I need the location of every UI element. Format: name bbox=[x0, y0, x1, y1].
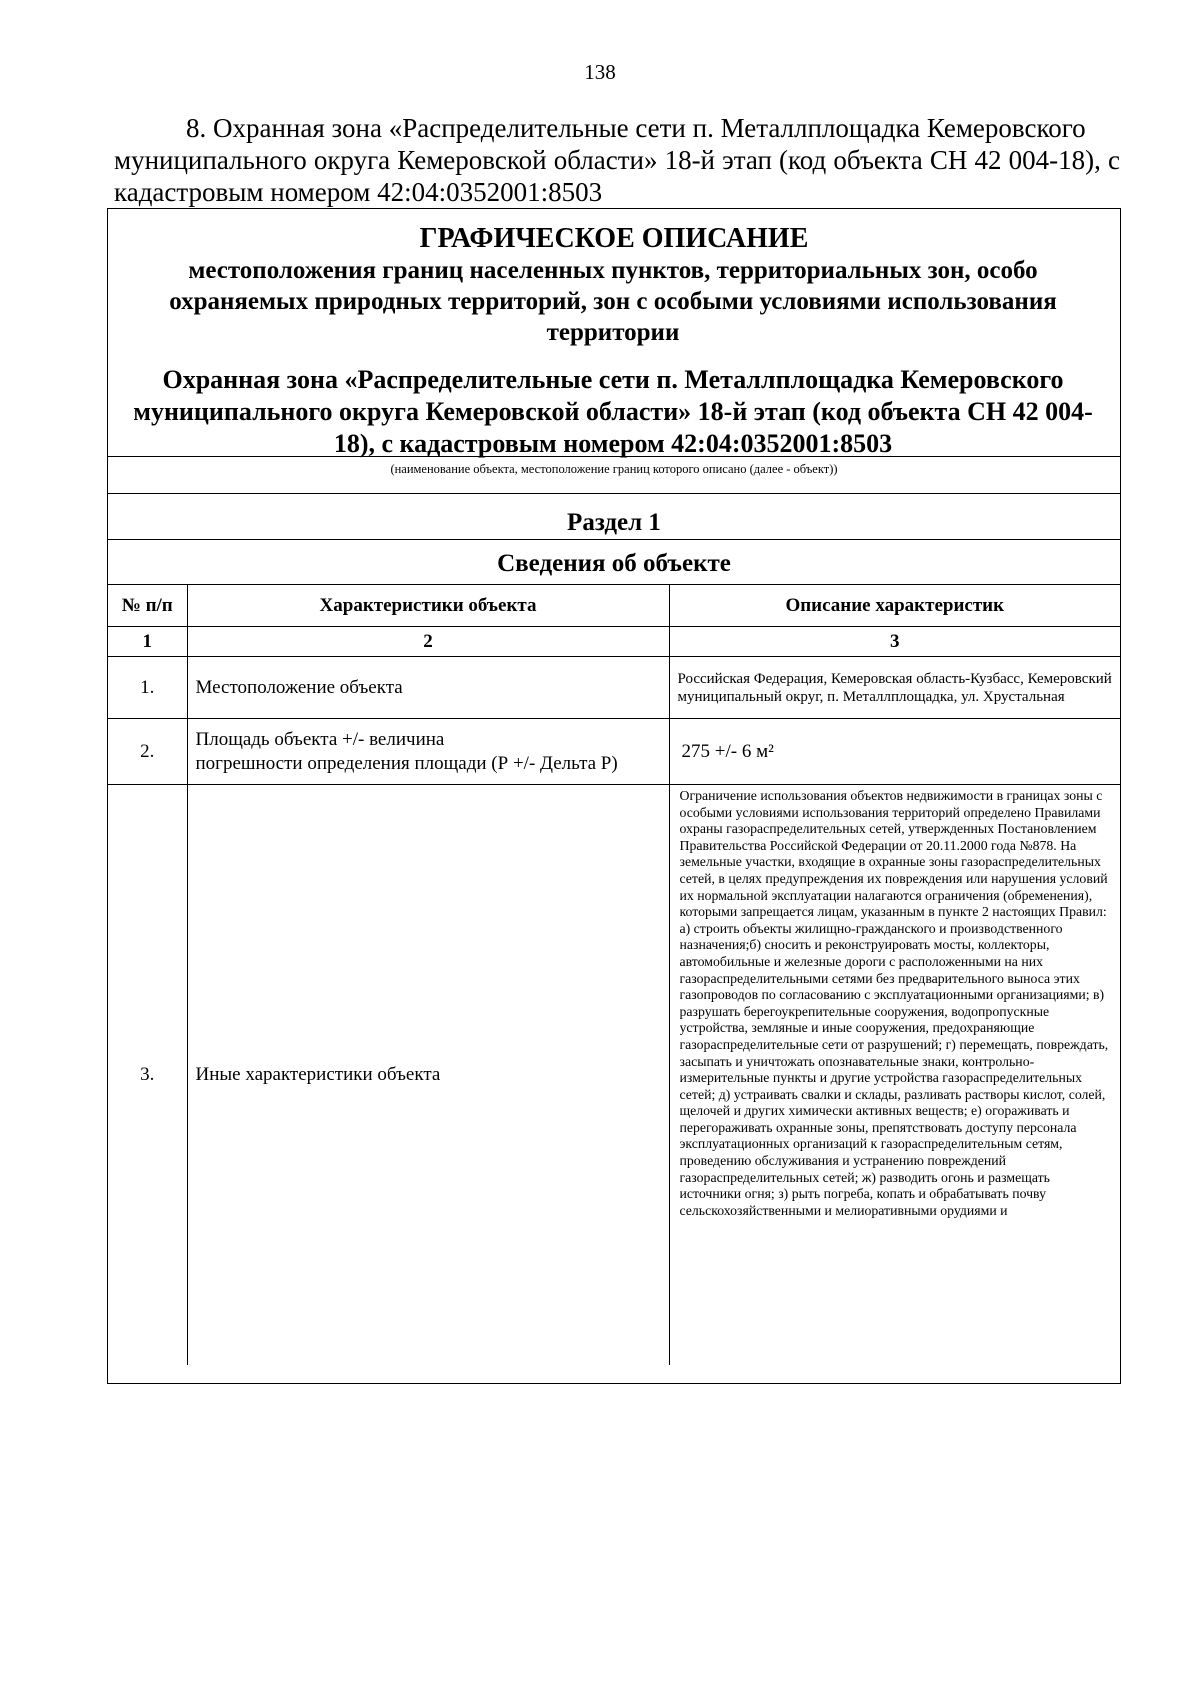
header-cell: Характеристики объекта bbox=[187, 585, 669, 627]
table-row bbox=[108, 785, 1120, 1366]
column-number: 1 bbox=[108, 627, 187, 657]
description-cell: Российская Федерация, Кемеровская область-Кузбасс, Кемеровский муниципальный округ, п. Металлплощадка, ул. Хрустальная bbox=[669, 657, 1120, 719]
divider bbox=[108, 456, 1120, 457]
header-cell: Описание характеристик bbox=[669, 585, 1120, 627]
description-cell bbox=[669, 785, 1120, 1366]
page-number: 138 bbox=[584, 60, 616, 84]
document-subtitle: местоположения границ населенных пунктов, территориальных зон, особо охраняемых природных территорий, зон с особыми условиями использования территории bbox=[169, 257, 1057, 346]
intro-rest: муниципального округа Кемеровской области» 18-й этап (код объекта СН 42 004-18), с кадастровым номером 42:04:0352001:8503 bbox=[114, 145, 1120, 207]
restrictions-text: Ограничение использования объектов недвижимости в границах зоны с особыми условиями использования территорий определено Правилами охраны газораспределительных сетей, утвержденных Постановлением Правительства Российской Федерации от 20.11.2000 года №878. На земельные участки, входящие в охранные зоны газораспределительных сетей, в целях предупреждения их повреждения или нарушения условий их нормальной эксплуатации налагаются ограничения (обременения), которыми запрещается лицам, указанным в пункте 2 настоящих Правил: а) строить объекты жилищно-гражданского и производственного назначения;б) сносить и реконструировать мосты, коллекторы, автомобильные и железные дороги с расположенными на них газораспределительными сетями без предварительного выноса этих газопроводов по согласованию с эксплуатационными организациями; в) разрушать берегоукрепительные сооружения, водопропускные устройства, земляные и иные сооружения, предохраняющие газораспределительные сети от разрушений; г) перемещать, повреждать, засыпать и уничтожать опознавательные знаки, контрольно-измерительные пункты и другие устройства газораспределительных сетей; д) устраивать свалки и склады, разливать растворы кислот, солей, щелочей и других химически активных веществ; е) огораживать и перегораживать охранные зоны, препятствовать доступу персонала эксплуатационных организаций к газораспределительным сетям, проведению обслуживания и устранению повреждений газораспределительных сетей; ж) разводить огонь и размещать источники огня; з) рыть погреба, копать и обрабатывать почву сельскохозяйственными и мелиоративными орудиями и bbox=[679, 788, 1109, 1218]
section-title: Сведения об объекте bbox=[497, 550, 731, 577]
characteristic-line: Площадь объекта +/- величина bbox=[195, 728, 445, 750]
characteristic-cell bbox=[187, 719, 669, 785]
table-row bbox=[108, 657, 1120, 719]
object-info-table bbox=[108, 584, 1120, 1365]
header-cell: № п/п bbox=[108, 585, 187, 627]
row-number: 3. bbox=[108, 785, 187, 1366]
object-name: Охранная зона «Распределительные сети п. Металлплощадка Кемеровского муниципального округа Кемеровской области» 18-й этап (код объекта СН 42 004-18), с кадастровым номером 42:04:0352001:8503 bbox=[133, 365, 1093, 458]
characteristic-cell: Иные характеристики объекта bbox=[187, 785, 669, 1366]
description-cell: 275 +/- 6 м² bbox=[669, 719, 1120, 785]
intro-line-1: 8. Охранная зона «Распределительные сети п. Металлплощадка Кемеровского bbox=[186, 113, 1086, 143]
object-name-hint: (наименование объекта, местоположение границ которого описано (далее - объект)) bbox=[390, 462, 838, 476]
column-number: 3 bbox=[669, 627, 1120, 657]
section-number: Раздел 1 bbox=[567, 509, 661, 536]
divider bbox=[108, 539, 1120, 540]
description-sheet bbox=[107, 208, 1121, 1384]
characteristic-line: погрешности определения площади (Р +/- Дельта Р) bbox=[195, 752, 618, 774]
column-number-row bbox=[108, 627, 1120, 657]
characteristic-cell: Местоположение объекта bbox=[187, 657, 669, 719]
intro-paragraph bbox=[114, 112, 1120, 208]
table-row bbox=[108, 719, 1120, 785]
column-number: 2 bbox=[187, 627, 669, 657]
divider bbox=[108, 493, 1120, 494]
document-title: ГРАФИЧЕСКОЕ ОПИСАНИЕ bbox=[419, 223, 809, 254]
row-number: 2. bbox=[108, 719, 187, 785]
row-number: 1. bbox=[108, 657, 187, 719]
table-header-row bbox=[108, 585, 1120, 627]
